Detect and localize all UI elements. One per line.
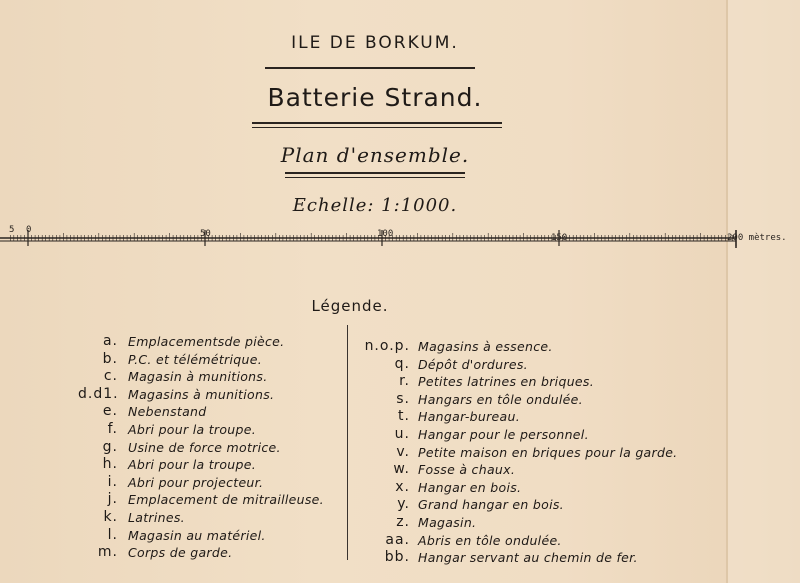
legend-key: d.d1. — [78, 385, 119, 402]
legend-description: Latrines. — [128, 510, 185, 525]
legend-key: n.o.p. — [364, 338, 410, 354]
battery-underline-1 — [252, 122, 502, 124]
legend-description: Corps de garde. — [128, 545, 233, 561]
legend-description: Magasin au matériel. — [128, 527, 266, 543]
legend-key: f. — [107, 421, 118, 437]
scale-label-100: 100 — [377, 229, 394, 239]
plan-underline-2 — [285, 177, 465, 178]
legend-description: Usine de force motrice. — [128, 439, 281, 455]
legend-key: s. — [396, 390, 410, 407]
legend-title: Légende. — [311, 297, 389, 315]
legend-divider — [347, 325, 348, 560]
legend-description: Nebenstand — [128, 404, 207, 420]
legend-description: Hangar en bois. — [418, 479, 522, 495]
title-underline — [265, 67, 475, 69]
scale-caption: Echelle: 1:1000. — [292, 195, 458, 216]
scale-label-50: 50 — [200, 229, 211, 239]
legend-key: j. — [107, 491, 118, 508]
legend-description: Abri pour la troupe. — [128, 422, 257, 437]
legend-description: Hangar servant au chemin de fer. — [418, 550, 638, 566]
legend-description: Fosse à chaux. — [418, 462, 516, 478]
legend-key: i. — [107, 473, 118, 490]
legend-key: b. — [102, 350, 118, 367]
legend-description: Magasin à munitions. — [128, 369, 268, 385]
legend-description: Magasins à essence. — [418, 339, 553, 354]
legend-key: m. — [97, 544, 118, 561]
legend-description: Dépôt d'ordures. — [418, 356, 528, 372]
legend-description: Grand hangar en bois. — [418, 497, 564, 513]
legend-key: u. — [394, 426, 410, 442]
island-title: ILE DE BORKUM. — [291, 33, 459, 53]
legend-description: Hangar pour le personnel. — [418, 427, 589, 442]
legend-key: a. — [102, 333, 118, 349]
legend-description: Emplacementsde pièce. — [128, 334, 285, 349]
scale-bar — [0, 224, 800, 254]
legend-description: Magasin. — [418, 515, 477, 530]
legend-key: y. — [397, 496, 410, 513]
sheet-fold — [726, 0, 728, 583]
legend-key: x. — [395, 478, 410, 495]
scale-label-150: 150 — [551, 233, 568, 243]
legend-key: w. — [393, 461, 410, 478]
legend-description: Petite maison en briques pour la garde. — [418, 444, 678, 460]
legend-description: Hangar-bureau. — [418, 409, 520, 425]
scale-label-0: 0 — [26, 225, 32, 235]
legend-key: g. — [102, 438, 118, 455]
plan-underline-1 — [285, 172, 465, 174]
legend-description: Emplacement de mitrailleuse. — [128, 492, 324, 508]
plan-title: Plan d'ensemble. — [280, 143, 470, 167]
adjacent-sheet — [728, 0, 800, 583]
legend-key: bb. — [384, 549, 410, 566]
legend-description: Petites latrines en briques. — [418, 374, 594, 390]
legend-key: l. — [107, 526, 118, 543]
legend-description: Abris en tôle ondulée. — [418, 532, 562, 548]
legend-key: c. — [103, 368, 118, 385]
legend-description: P.C. et télémétrique. — [128, 351, 262, 367]
battery-title: Batterie Strand. — [267, 83, 483, 112]
legend-description: Hangars en tôle ondulée. — [418, 391, 583, 407]
legend-key: e. — [102, 403, 118, 420]
legend-key: v. — [396, 443, 410, 460]
legend-description: Magasins à munitions. — [128, 386, 275, 402]
legend-description: Abri pour projecteur. — [128, 474, 264, 490]
scale-label-200: 200 mètres. — [727, 233, 787, 243]
legend-key: aa. — [385, 531, 410, 548]
legend-key: t. — [398, 408, 410, 425]
scale-label-5: 5 — [9, 225, 15, 235]
battery-underline-2 — [252, 127, 502, 128]
legend-key: r. — [399, 373, 410, 390]
legend-key: k. — [103, 509, 118, 525]
legend-key: q. — [394, 355, 410, 372]
legend-key: z. — [396, 514, 410, 530]
legend-description: Abri pour la troupe. — [128, 457, 257, 473]
legend-key: h. — [102, 456, 118, 473]
